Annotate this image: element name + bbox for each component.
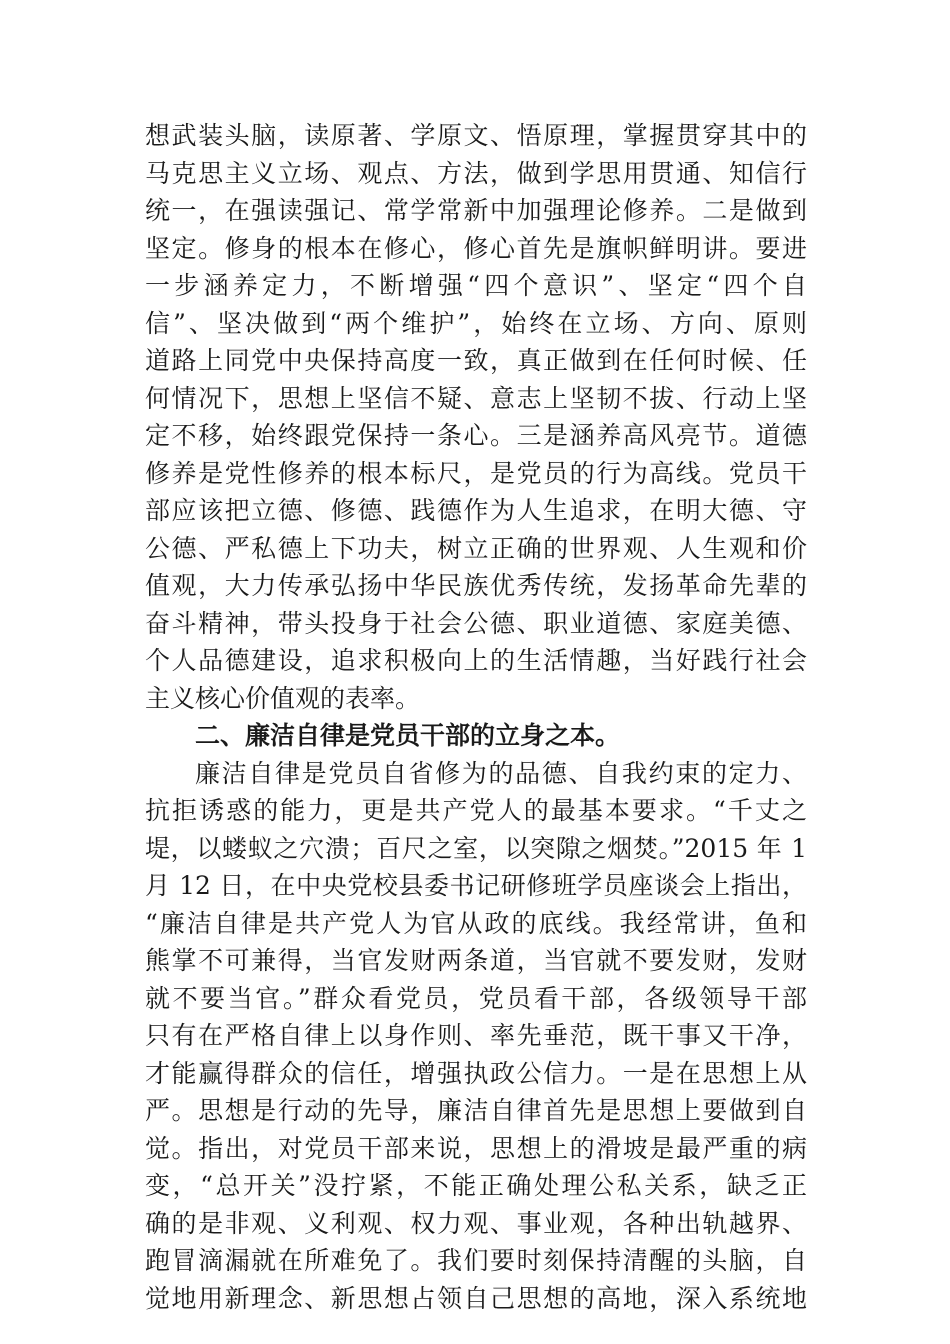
body-line: 只有在严格自律上以身作则、率先垂范，既干事又干净，	[145, 1021, 807, 1050]
body-line: 信”、坚决做到“两个维护”，始终在立场、方向、原则	[145, 308, 807, 338]
body-line: 个人品德建设，追求积极向上的生活情趣，当好践行社会	[145, 646, 807, 675]
body-line: 坚定。修身的根本在修心，修心首先是旗帜鲜明讲。要进	[145, 233, 807, 263]
body-line: 抗拒诱惑的能力，更是共产党人的最基本要求。“千丈之	[145, 796, 807, 825]
body-line: 主义核心价值观的表率。	[145, 683, 421, 713]
body-line: 严。思想是行动的先导，廉洁自律首先是思想上要做到自	[145, 1096, 807, 1125]
body-line: 公德、严私德上下功夫，树立正确的世界观、人生观和价	[145, 533, 807, 563]
body-line: 马克思主义立场、观点、方法，做到学思用贯通、知信行	[145, 158, 807, 188]
body-line: 月 12 日，在中央党校县委书记研修班学员座谈会上指出，	[145, 871, 807, 900]
body-line: 部应该把立德、修德、践德作为人生追求，在明大德、守	[145, 496, 807, 525]
body-line: 才能赢得群众的信任，增强执政公信力。一是在思想上从	[145, 1058, 807, 1088]
section-heading: 二、廉洁自律是党员干部的立身之本。	[195, 721, 621, 750]
document-body	[145, 117, 807, 1317]
body-line: 堤，以蝼蚁之穴溃；百尺之室，以突隙之烟焚。”2015 年 1	[145, 833, 807, 863]
body-line: 就不要当官。”群众看党员，党员看干部，各级领导干部	[145, 983, 807, 1013]
body-line: 值观，大力传承弘扬中华民族优秀传统，发扬革命先辈的	[145, 571, 807, 600]
body-line: “廉洁自律是共产党人为官从政的底线。我经常讲，鱼和	[145, 908, 807, 938]
body-line: 熊掌不可兼得，当官发财两条道，当官就不要发财，发财	[145, 946, 807, 975]
body-line: 跑冒滴漏就在所难免了。我们要时刻保持清醒的头脑，自	[145, 1246, 807, 1275]
body-line: 何情况下，思想上坚信不疑、意志上坚韧不拔、行动上坚	[145, 383, 807, 413]
body-line: 奋斗精神，带头投身于社会公德、职业道德、家庭美德、	[145, 608, 807, 638]
body-line: 确的是非观、义利观、权力观、事业观，各种出轨越界、	[145, 1208, 807, 1238]
body-line: 觉地用新理念、新思想占领自己思想的高地，深入系统地	[145, 1283, 807, 1313]
body-line: 定不移，始终跟党保持一条心。三是涵养高风亮节。道德	[145, 421, 807, 450]
body-line: 觉。指出，对党员干部来说，思想上的滑坡是最严重的病	[145, 1133, 807, 1163]
body-line: 廉洁自律是党员自省修为的品德、自我约束的定力、	[195, 758, 807, 788]
body-line: 变，“总开关”没拧紧，不能正确处理公私关系，缺乏正	[145, 1171, 807, 1200]
body-line: 修养是党性修养的根本标尺，是党员的行为高线。党员干	[145, 458, 807, 488]
body-line: 想武装头脑，读原著、学原文、悟原理，掌握贯穿其中的	[145, 121, 807, 150]
body-line: 统一，在强读强记、常学常新中加强理论修养。二是做到	[145, 196, 807, 225]
body-line: 道路上同党中央保持高度一致，真正做到在任何时候、任	[145, 346, 807, 375]
body-line: 一步涵养定力，不断增强“四个意识”、坚定“四个自	[145, 271, 807, 300]
